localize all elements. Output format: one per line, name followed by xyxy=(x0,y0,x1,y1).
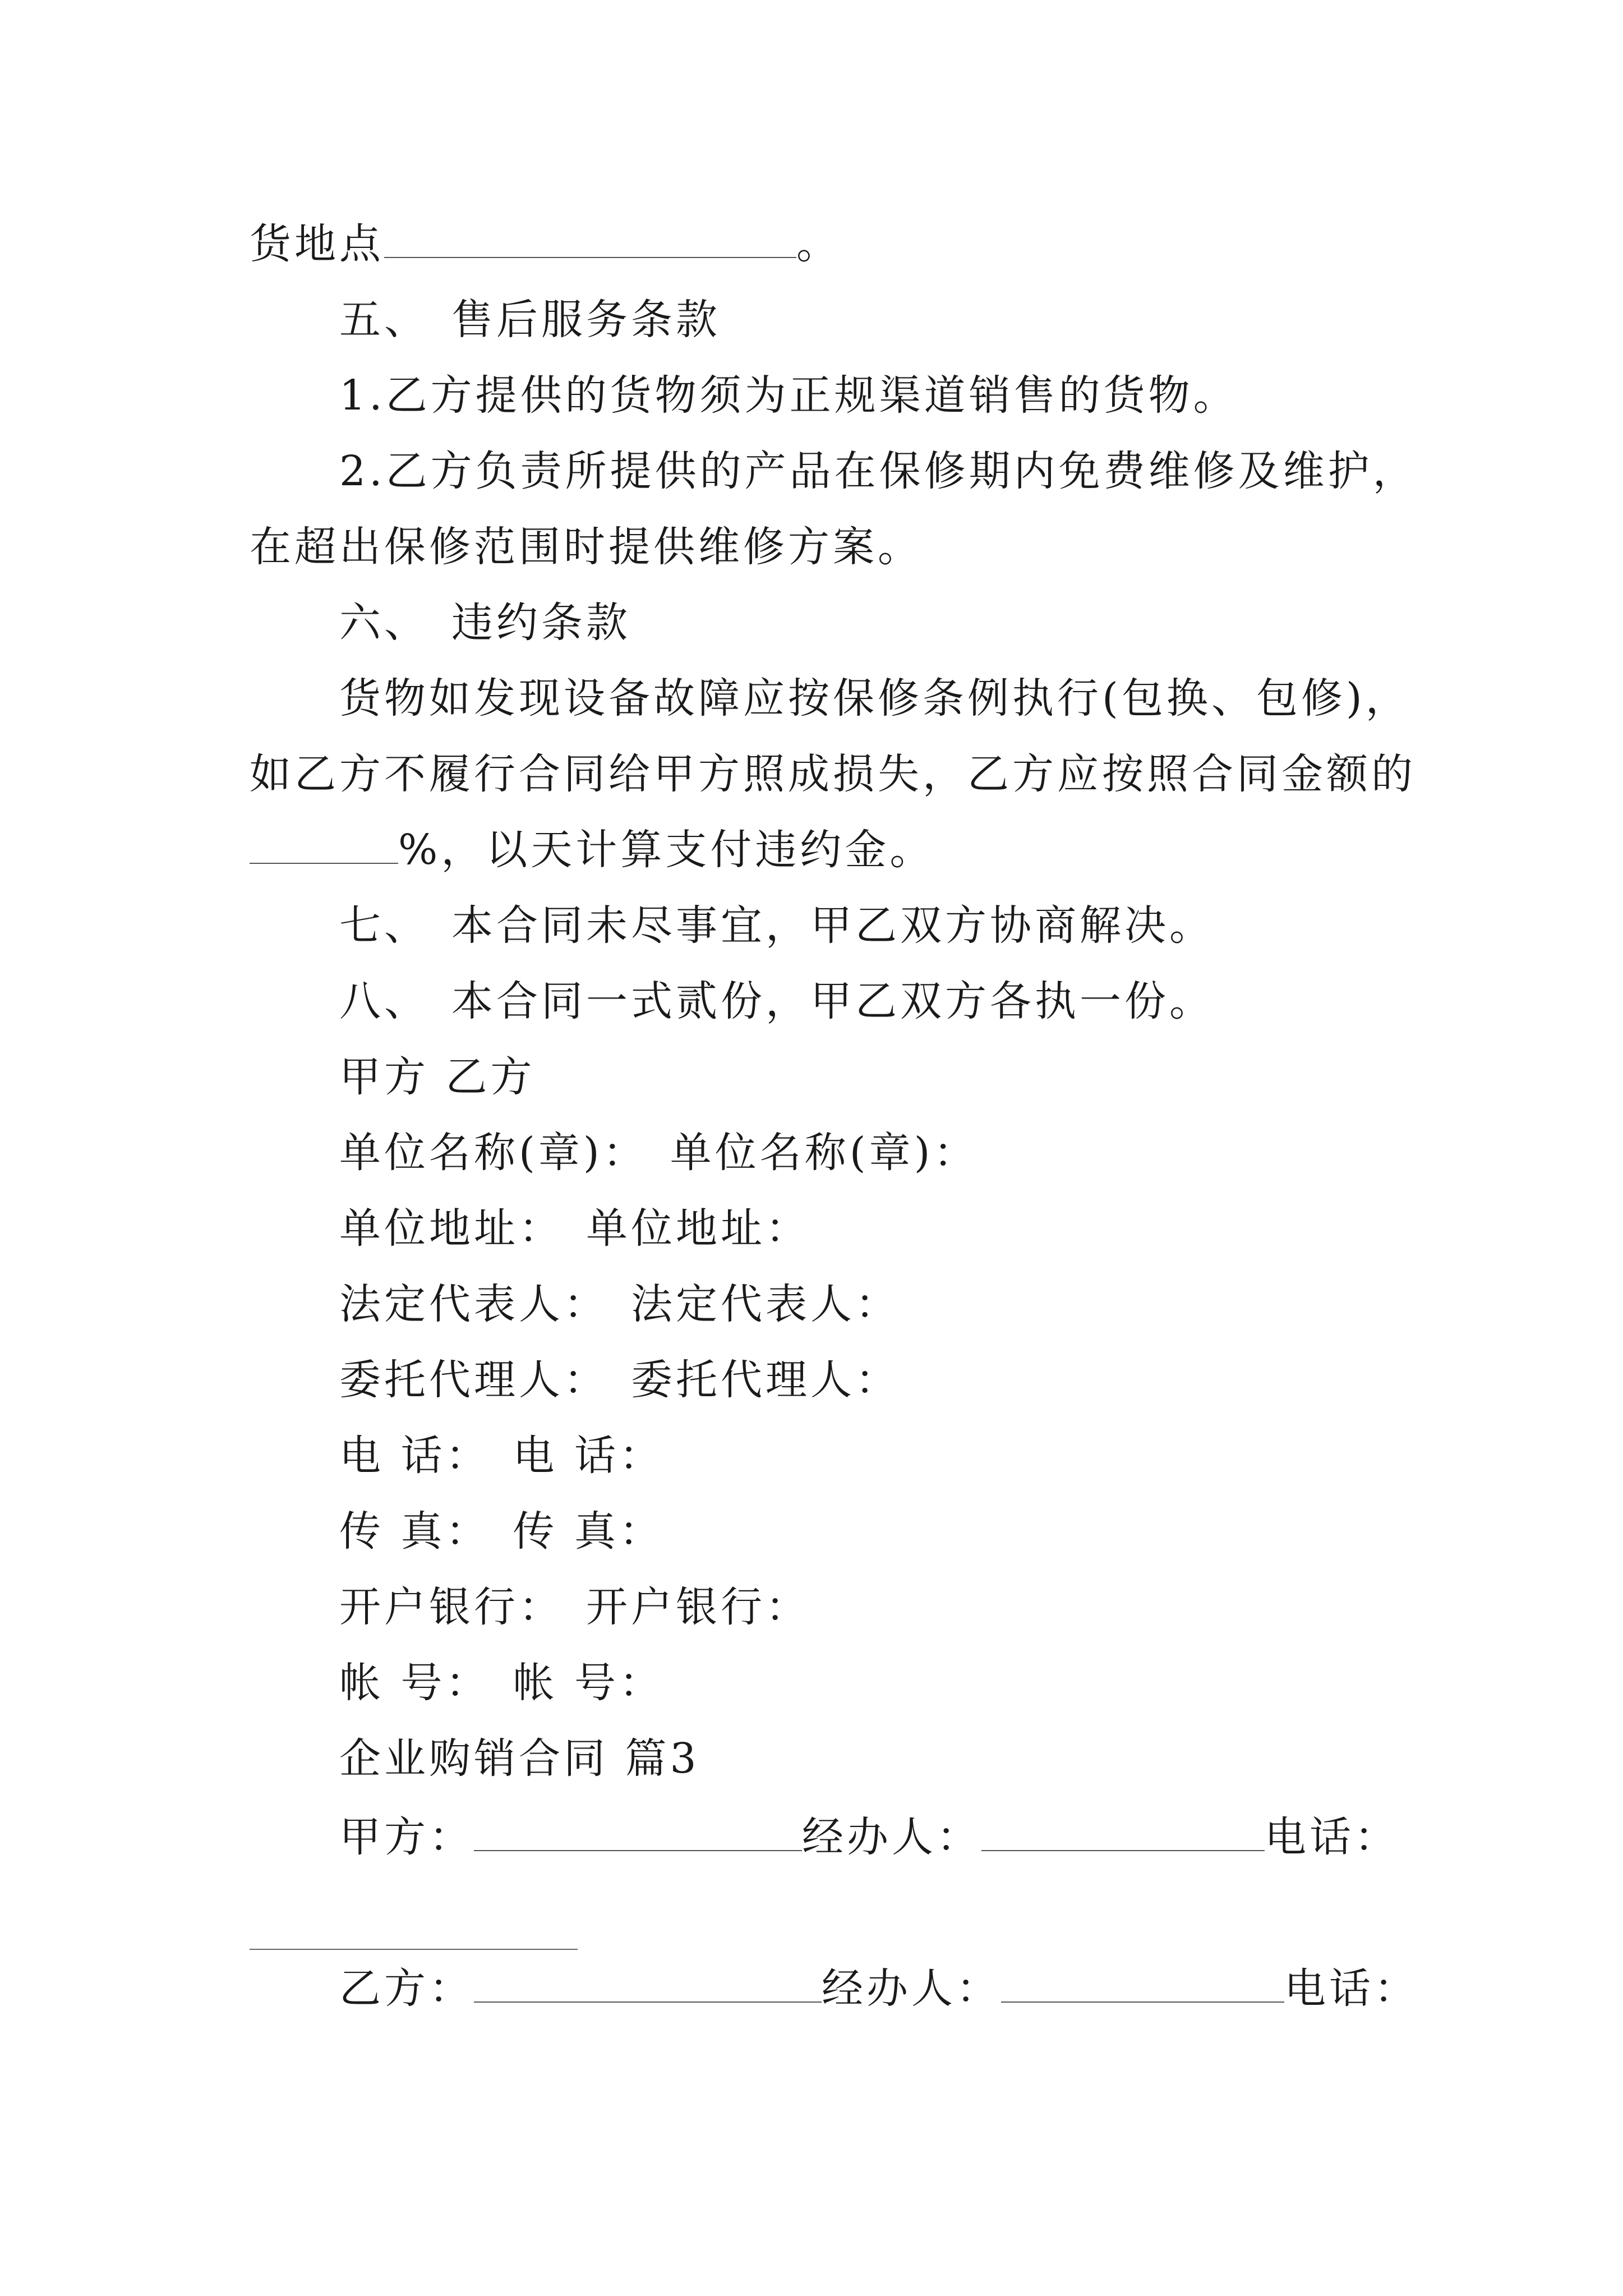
section5-item2-line1: 2.乙方负责所提供的产品在保修期内免费维修及维护， xyxy=(339,447,1418,495)
section5-title: 五、 售后服务条款 xyxy=(339,296,721,344)
party-b-agent-blank xyxy=(1001,1968,1284,2003)
section6-paragraph-line2: 如乙方不履行合同给甲方照成损失，乙方应按照合同金额的 xyxy=(250,750,1416,798)
party-a-name-blank xyxy=(474,1816,802,1851)
signature-row-legal-rep: 法定代表人： 法定代表人： xyxy=(339,1280,900,1328)
contract3-title: 企业购销合同 篇3 xyxy=(339,1734,700,1783)
signature-row-agent: 委托代理人： 委托代理人： xyxy=(339,1356,900,1404)
party-b-row: 乙方： 经办人： 电话： xyxy=(339,1964,1419,2013)
section6-paragraph-line1: 货物如发现设备故障应按保修条例执行(包换、包修)， xyxy=(339,674,1410,723)
delivery-location-suffix: 。 xyxy=(796,220,841,268)
signature-row-account: 帐 号： 帐 号： xyxy=(339,1659,665,1707)
party-a-row: 甲方： 经办人： 电话： xyxy=(339,1813,1399,1861)
signature-row-fax: 传 真： 传 真： xyxy=(339,1507,665,1556)
signature-row-company-name: 单位名称(章)： 单位名称(章)： xyxy=(339,1129,979,1177)
party-b-name-blank xyxy=(474,1968,822,2003)
section7: 七、 本合同未尽事宜，甲乙双方协商解决。 xyxy=(339,901,1214,950)
signature-row-phone: 电 话： 电 话： xyxy=(339,1432,665,1480)
section5-item2-line2: 在超出保修范围时提供维修方案。 xyxy=(250,523,923,571)
delivery-location-blank xyxy=(384,223,796,258)
section6-paragraph-line3: %，以天计算支付违约金。 xyxy=(250,822,934,878)
signature-row-company-address: 单位地址： 单位地址： xyxy=(339,1204,810,1253)
signature-row-bank: 开户银行： 开户银行： xyxy=(339,1583,810,1631)
penalty-percent-blank xyxy=(250,829,398,864)
party-a-agent-blank xyxy=(981,1816,1265,1851)
parties-heading: 甲方 乙方 xyxy=(339,1053,536,1101)
section8: 八、 本合同一式贰份，甲乙双方各执一份。 xyxy=(339,977,1214,1025)
section6-title: 六、 违约条款 xyxy=(339,599,631,647)
section5-item1: 1.乙方提供的货物须为正规渠道销售的货物。 xyxy=(339,371,1238,420)
party-a-phone-blank xyxy=(250,1949,578,1950)
delivery-location-line xyxy=(250,216,841,272)
delivery-location-label: 货地点 xyxy=(250,220,384,268)
